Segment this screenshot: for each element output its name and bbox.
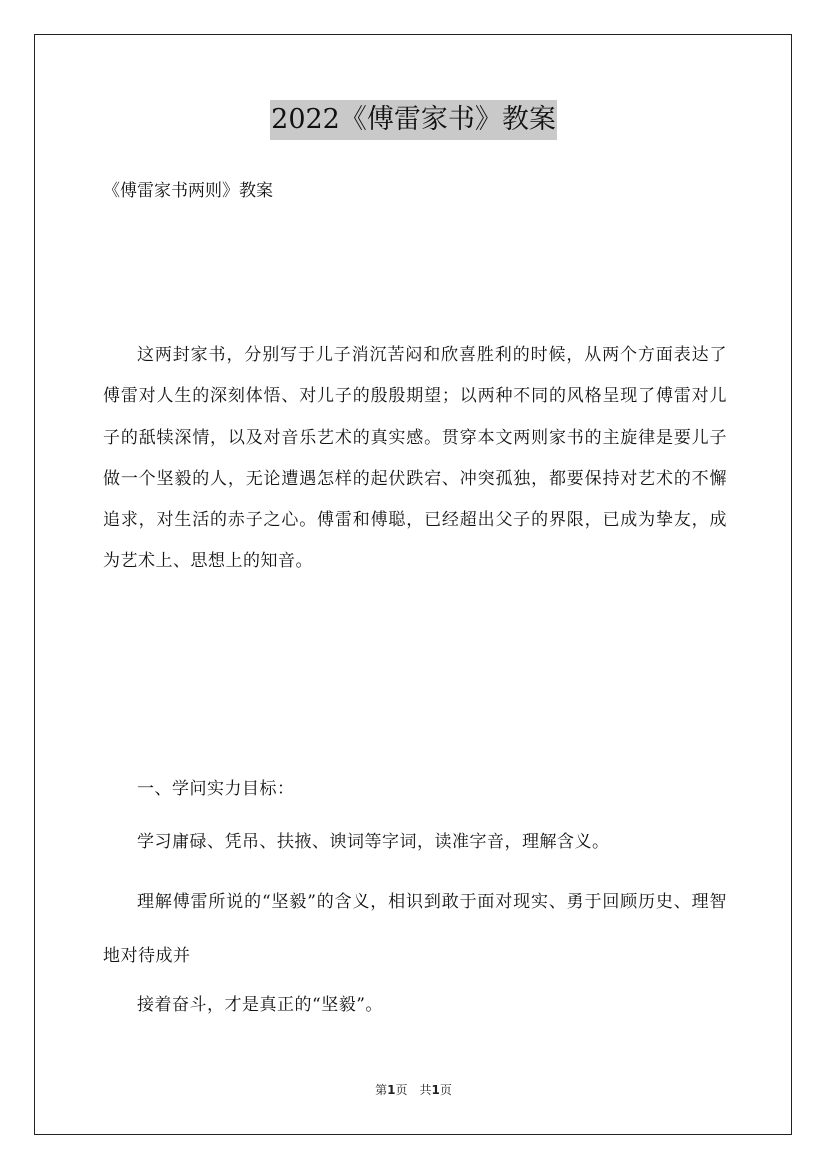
footer-current-page: 1 — [387, 1083, 396, 1097]
footer-total-pages: 1 — [431, 1083, 440, 1097]
paragraph-vocabulary: 学习庸碌、凭吊、扶掖、谀词等字词，读准字音，理解含义。 — [137, 832, 610, 852]
paragraph-perseverance-meaning: 理解傅雷所说的“坚毅”的含义，相识到敢于面对现实、勇于回顾历史、理智地对待成并 — [103, 892, 727, 966]
paragraph-summary: 这两封家书，分别写于儿子消沉苦闷和欣喜胜利的时候，从两个方面表达了傅雷对人生的深刻体悟、对儿子的殷殷期望；以两种不同的风格呈现了傅雷对儿子的舐犊深情，以及对音乐艺术的真实感。贯穿本文两则家书的主旋律是要儿子做一个坚毅的人，无论遭遇怎样的起伏跌宕、冲突孤独，都要保持对艺术的不懈追求，对生活的赤子之心。傅雷和傅聪，已经超出父子的界限，已成为挚友，成为艺术上、思想上的知音。 — [103, 345, 727, 572]
title-container — [0, 100, 827, 140]
page-footer — [0, 1082, 827, 1098]
document-title: 2022《傅雷家书》教案 — [270, 100, 557, 140]
document-subtitle: 《傅雷家书两则》教案 — [103, 181, 273, 201]
section-heading-knowledge-goals: 一、学问实力目标： — [137, 779, 295, 799]
footer-suffix: 页 — [439, 1083, 452, 1097]
footer-prefix: 第 — [375, 1083, 388, 1097]
footer-middle: 页 共 — [395, 1083, 432, 1097]
paragraph-continuation: 接着奋斗，才是真正的“坚毅”。 — [137, 995, 383, 1015]
